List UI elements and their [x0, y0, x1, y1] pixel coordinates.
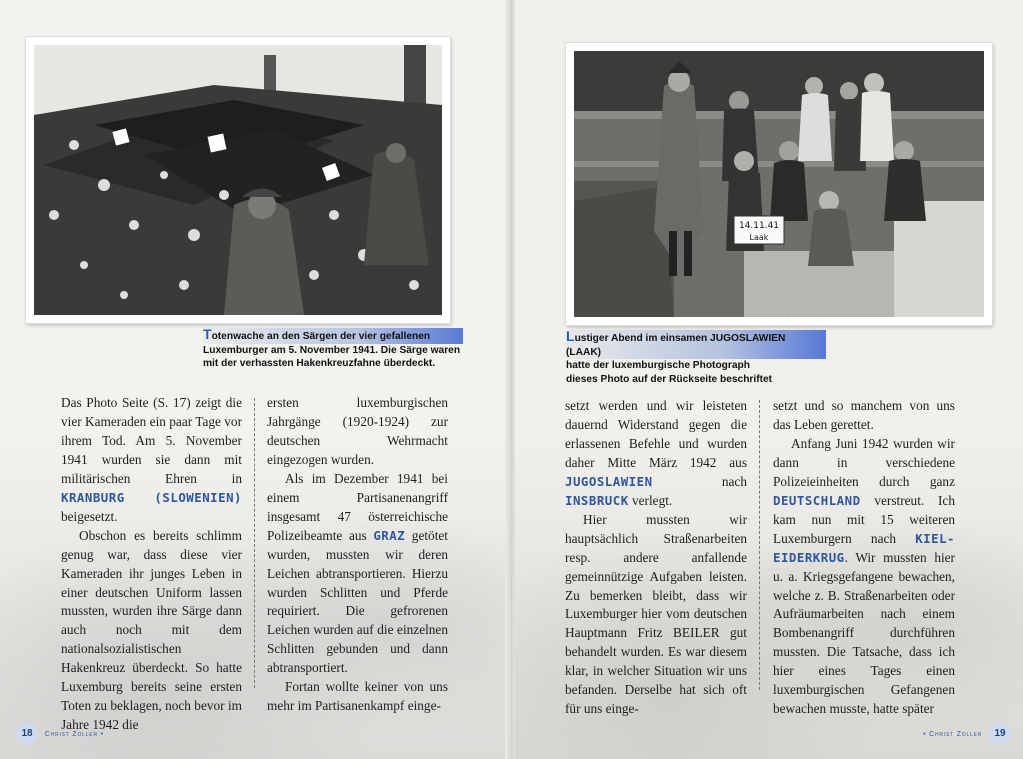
page-footer-left: [16, 723, 104, 745]
caption-line-1: Totenwache an den Särgen der vier gefallenen: [203, 328, 463, 344]
caption-line-2: hatte der luxemburgische Photograph: [566, 360, 750, 371]
funeral-scene-illustration: [34, 45, 442, 315]
photo-caption-right: [566, 330, 826, 386]
photo-soldiers-evening: [566, 43, 992, 325]
page-footer-right: [923, 723, 1011, 745]
paragraph: Als im Dezember 1941 bei einem Partisanenangriff insgesamt 47 österreichische Polizeibeamte aus GRAZ getötet wurden, mussten wir deren Leichen abtransportieren. Hierzu wurden Schlitten und Pferde requiriert. Die gefrorenen Leichen wurden auf die einzelnen Schlitten gebunden und dann abtransportiert.: [267, 470, 448, 676]
soldiers-scene-illustration: [574, 51, 984, 317]
caption-line-3: dieses Photo auf der Rückseite beschriftet: [566, 373, 773, 385]
page-number: 18: [16, 723, 38, 745]
caption-line-3: mit der verhassten Hakenkreuzfahne überdeckt.: [203, 358, 436, 369]
photo-sign-date: 14.11.41: [738, 221, 780, 231]
footer-author: Christ Zoller •: [44, 731, 104, 738]
column-separator: [759, 400, 760, 690]
paragraph: Obschon es bereits schlimm genug war, dass diese vier Kameraden ihr junges Leben in einer deutschen Uniform lassen mussten, wurden ihre Särge dann auch noch mit dem nationalsozialistischen Hakenkreuz überdeckt. So hatte Luxemburg bereits seine ersten Toten zu beklagen, noch bevor im Jahre 1942 die: [61, 527, 242, 733]
left-page: [0, 0, 508, 759]
place-name: INSBRUCK: [565, 492, 629, 508]
paragraph: setzt und so manchem von uns das Leben gerettet.: [773, 398, 955, 432]
place-name: KIEL-EIDERKRUG: [773, 530, 955, 565]
paragraph: setzt werden und wir leisteten dauernd Widerstand gegen die erlassenen Befehle und wurden daher Mitte März 1942 aus JUGOSLAWIEN nach INSBRUCK verlegt.: [565, 398, 747, 508]
photo-sign-place: Laak: [749, 233, 769, 242]
left-column-2: [267, 394, 448, 716]
photo-funeral-image: [34, 45, 442, 315]
place-name: JUGOSLAWIEN: [565, 473, 653, 489]
photo-soldiers-image: [574, 51, 984, 317]
photo-caption-left: [203, 328, 463, 371]
photo-funeral-coffins: [26, 37, 450, 323]
right-column-2: [773, 397, 955, 719]
left-column-1: [61, 394, 242, 735]
right-column-1: [565, 397, 747, 719]
paragraph: Fortan wollte keiner von uns mehr im Partisanenkampf einge-: [267, 679, 448, 714]
paragraph: ersten luxemburgischen Jahrgänge (1920-1924) zur deutschen Wehrmacht eingezogen wurden.: [267, 395, 448, 467]
paragraph: Anfang Juni 1942 wurden wir dann in verschiedene Polizeieinheiten durch ganz DEUTSCHLAND verstreut. Ich kam nun mit 15 weiteren Luxemburgern nach KIEL-EIDERKRUG. Wir mussten hier u. a. Kriegsgefangene bewachen, welche z. B. Straßenarbeiten oder Aufräumarbeiten nach einem Bombenangriff durchführen mussten. Die Tatsache, dass ich hier eines Tages einen luxemburgischen Gefangenen bewachen musste, hatte später: [773, 435, 955, 717]
column-separator: [254, 398, 255, 688]
place-name: DEUTSCHLAND: [773, 492, 861, 508]
place-name: GRAZ: [373, 527, 406, 543]
right-page: [515, 0, 1023, 759]
place-name: KRANBURG (SLOWENIEN): [61, 489, 242, 505]
footer-author: • Christ Zoller: [923, 731, 983, 738]
paragraph: Das Photo Seite (S. 17) zeigt die vier Kameraden ein paar Tage vor ihrem Tod. Am 5. November 1941 wurden sie dann mit militärischen Ehren in KRANBURG (SLOWENIEN) beigesetzt.: [61, 395, 242, 524]
paragraph: Hier mussten wir hauptsächlich Straßenarbeiten resp. andere anfallende gemeinnützige Aufgaben leisten. Zu bemerken bleibt, dass wir Luxemburger hier vom deutschen Hauptmann Fritz BEILER gut behandelt wurden. Es war diesem klar, in welcher Situation wir uns befanden. Derselbe hat sich oft für uns einge-: [565, 511, 747, 717]
caption-line-2: Luxemburger am 5. November 1941. Die Särge waren: [203, 344, 461, 356]
page-number: 19: [989, 723, 1011, 745]
caption-line-1: Lustiger Abend im einsamen JUGOSLAWIEN (LAAK): [566, 330, 826, 359]
